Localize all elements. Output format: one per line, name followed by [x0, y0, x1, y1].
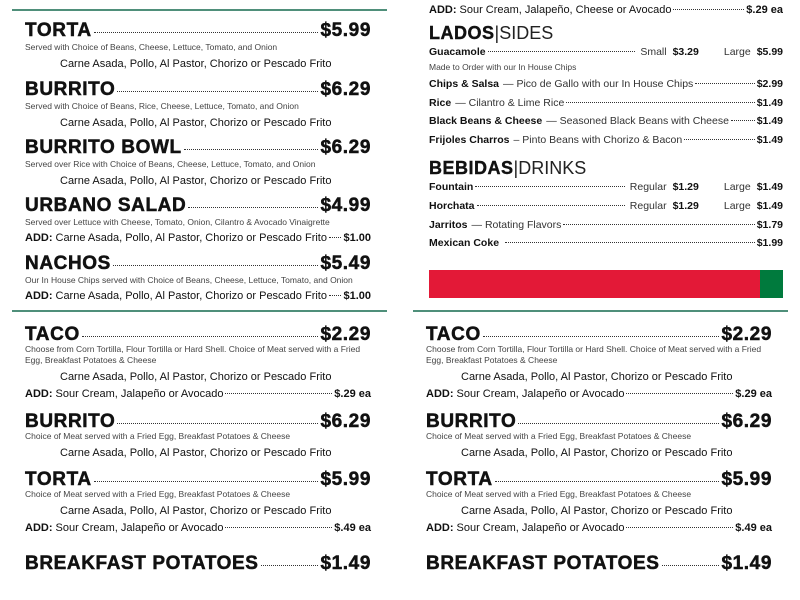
- dot-leader: [117, 91, 318, 92]
- item-name: BREAKFAST POTATOES: [426, 553, 660, 574]
- item-price: $2.29: [721, 324, 772, 345]
- meat-choices: [25, 117, 371, 129]
- dot-leader: [117, 423, 318, 424]
- section-subtitle: DRINKS: [518, 158, 587, 178]
- dot-leader: [477, 205, 625, 206]
- item-description: [25, 344, 371, 354]
- dot-leader: [662, 565, 720, 566]
- item-price: $2.29: [320, 324, 371, 345]
- add-price: $1.00: [343, 290, 371, 302]
- item-price: $6.29: [320, 411, 371, 432]
- dot-leader: [329, 237, 341, 238]
- flag-banner: [429, 270, 783, 298]
- item-price: $1.49: [756, 97, 783, 109]
- add-price: $1.00: [343, 232, 371, 244]
- item-price: $1.49: [320, 553, 371, 574]
- dot-leader: [626, 527, 733, 528]
- dot-leader: [113, 265, 319, 266]
- menu-item-title: [25, 411, 371, 433]
- dot-leader: [94, 481, 319, 482]
- section-divider: |: [513, 158, 519, 178]
- meat-choices: [25, 505, 371, 517]
- dot-leader: [475, 186, 624, 187]
- drink-item: [429, 237, 783, 249]
- item-description: [25, 217, 371, 227]
- size-price: $1.29: [672, 200, 699, 212]
- side-item: [429, 134, 783, 146]
- menu-item-title: [25, 324, 371, 346]
- item-price: $4.99: [320, 195, 371, 216]
- drink-item: [429, 181, 783, 193]
- item-description: [25, 275, 371, 285]
- add-text: Sour Cream, Jalapeño or Avocado: [55, 522, 224, 534]
- choices-text: Carne Asada, Pollo, Al Pastor, Chorizo or Pescado Frito: [60, 175, 332, 187]
- item-price: $6.29: [320, 79, 371, 100]
- item-name: Jarritos: [429, 219, 468, 231]
- dot-leader: [495, 481, 720, 482]
- drink-item: [429, 219, 783, 231]
- banner-green: [760, 270, 783, 298]
- dot-leader: [626, 393, 733, 394]
- menu-item-title: [426, 469, 772, 491]
- dot-leader: [563, 224, 754, 225]
- guacamole-row: [429, 46, 783, 58]
- add-text: Sour Cream, Jalapeño, Cheese or Avocado: [459, 4, 672, 16]
- item-description: [25, 355, 371, 365]
- sides-header: [429, 23, 783, 44]
- item-price: $1.79: [756, 219, 783, 231]
- meat-choices: [426, 505, 772, 517]
- item-price: $1.49: [721, 553, 772, 574]
- choices-text: Carne Asada, Pollo, Al Pastor, Chorizo or Pescado Frito: [461, 447, 733, 459]
- item-name: Guacamole: [429, 46, 486, 58]
- choices-text: Carne Asada, Pollo, Al Pastor, Chorizo or Pescado Frito: [60, 117, 332, 129]
- size-price: $5.99: [756, 46, 783, 58]
- description-text: Served over Rice with Choice of Beans, Cheese, Lettuce, Tomato, and Onion: [25, 159, 316, 169]
- item-name: URBANO SALAD: [25, 195, 187, 216]
- add-on-line: [25, 388, 371, 400]
- side-item: [429, 115, 783, 127]
- item-price: $5.99: [320, 20, 371, 41]
- sides-drinks-section: [429, 0, 783, 300]
- choices-text: Carne Asada, Pollo, Al Pastor, Chorizo or Pescado Frito: [60, 371, 332, 383]
- add-label: ADD:: [25, 522, 53, 534]
- item-name: Horchata: [429, 200, 475, 212]
- item-price: $5.99: [320, 469, 371, 490]
- size-label: Large: [723, 46, 751, 58]
- item-description: [25, 159, 371, 169]
- add-on-line: [426, 522, 772, 534]
- add-on-line: [25, 522, 371, 534]
- item-name: Black Beans & Cheese: [429, 115, 543, 127]
- dot-leader: [329, 295, 341, 296]
- add-label: ADD:: [426, 522, 454, 534]
- add-text: Sour Cream, Jalapeño or Avocado: [456, 388, 625, 400]
- breakfast-menu-left: [25, 312, 371, 600]
- item-name: Rice: [429, 97, 452, 109]
- description-text: Served over Lettuce with Cheese, Tomato, Onion, Cilantro & Avocado Vinaigrette: [25, 217, 330, 227]
- add-on-line: [426, 388, 772, 400]
- item-price: $5.49: [320, 253, 371, 274]
- drink-item: [429, 200, 783, 212]
- breakfast-menu-right: [426, 312, 772, 600]
- item-description: [426, 355, 772, 365]
- menu-item-title: [25, 20, 371, 42]
- meat-choices: [25, 447, 371, 459]
- dot-leader: [673, 9, 744, 10]
- item-description: — Pico de Gallo with our In House Chips: [503, 78, 694, 90]
- meat-choices: [25, 175, 371, 187]
- item-name: TACO: [426, 324, 481, 345]
- item-description: — Rotating Flavors: [471, 219, 562, 231]
- item-description: [25, 42, 371, 52]
- item-description: [25, 101, 371, 111]
- item-name: BURRITO: [25, 79, 116, 100]
- menu-item-title: [25, 469, 371, 491]
- description-text: Egg, Breakfast Potatoes & Cheese: [25, 355, 157, 365]
- item-price: $5.99: [721, 469, 772, 490]
- item-name: BREAKFAST POTATOES: [25, 553, 259, 574]
- meat-choices: [25, 371, 371, 383]
- item-name: Chips & Salsa: [429, 78, 500, 90]
- item-description: — Seasoned Black Beans with Cheese: [546, 115, 729, 127]
- add-label: ADD:: [25, 388, 53, 400]
- item-name: BURRITO: [426, 411, 517, 432]
- description-text: Served with Choice of Beans, Rice, Cheese, Lettuce, Tomato, and Onion: [25, 101, 299, 111]
- item-description: — Cilantro & Lime Rice: [455, 97, 565, 109]
- add-text: Sour Cream, Jalapeño or Avocado: [456, 522, 625, 534]
- item-description: [25, 489, 371, 499]
- dot-leader: [261, 565, 319, 566]
- dot-leader: [518, 423, 719, 424]
- item-name: BURRITO: [25, 411, 116, 432]
- item-description: [426, 344, 772, 354]
- choices-text: Carne Asada, Pollo, Al Pastor, Chorizo or Pescado Frito: [461, 371, 733, 383]
- description-text: Made to Order with our In House Chips: [429, 62, 577, 72]
- dot-leader: [505, 242, 755, 243]
- size-label: Large: [723, 200, 751, 212]
- item-price: $1.49: [756, 115, 783, 127]
- dot-leader: [184, 149, 319, 150]
- item-name: NACHOS: [25, 253, 111, 274]
- meat-choices: [25, 58, 371, 70]
- add-price: $.29 ea: [735, 388, 772, 400]
- description-text: Our In House Chips served with Choice of Beans, Cheese, Lettuce, Tomato, and Onion: [25, 275, 353, 285]
- dot-leader: [488, 51, 636, 52]
- banner-red: [429, 270, 760, 298]
- item-name: TORTA: [426, 469, 493, 490]
- item-name: Fountain: [429, 181, 474, 193]
- item-description: [426, 431, 772, 441]
- section-subtitle: SIDES: [499, 23, 554, 43]
- dot-leader: [188, 207, 318, 208]
- menu-item-title: [426, 324, 772, 346]
- description-text: Served with Choice of Beans, Cheese, Lettuce, Tomato, and Onion: [25, 42, 278, 52]
- dot-leader: [82, 336, 319, 337]
- menu-item-title: [25, 253, 371, 275]
- item-price: $6.29: [721, 411, 772, 432]
- item-price: $1.49: [756, 134, 783, 146]
- dot-leader: [684, 139, 755, 140]
- dot-leader: [225, 393, 332, 394]
- size-label: Large: [723, 181, 751, 193]
- item-name: TORTA: [25, 469, 92, 490]
- dot-leader: [566, 102, 754, 103]
- description-text: Choice of Meat served with a Fried Egg, Breakfast Potatoes & Cheese: [25, 489, 291, 499]
- section-title: BEBIDAS: [429, 158, 514, 178]
- choices-text: Carne Asada, Pollo, Al Pastor, Chorizo or Pescado Frito: [60, 505, 332, 517]
- size-label: Regular: [629, 181, 667, 193]
- item-price: $2.99: [756, 78, 783, 90]
- menu-item-title: [426, 411, 772, 433]
- size-price: $1.49: [756, 200, 783, 212]
- lunch-menu-section: [25, 0, 371, 302]
- menu-item-title: [426, 553, 772, 575]
- add-on-line: [25, 290, 371, 302]
- item-description: [429, 62, 783, 72]
- add-label: ADD:: [25, 290, 53, 302]
- item-name: BURRITO BOWL: [25, 137, 182, 158]
- add-price: $.49 ea: [735, 522, 772, 534]
- item-description: [426, 489, 772, 499]
- choices-text: Carne Asada, Pollo, Al Pastor, Chorizo or Pescado Frito: [60, 58, 332, 70]
- item-name: Mexican Coke: [429, 237, 500, 249]
- meat-choices: [426, 447, 772, 459]
- side-item: [429, 97, 783, 109]
- size-price: $1.29: [672, 181, 699, 193]
- add-text: Sour Cream, Jalapeño or Avocado: [55, 388, 224, 400]
- description-text: Choice of Meat served with a Fried Egg, Breakfast Potatoes & Cheese: [25, 431, 291, 441]
- dot-leader: [695, 83, 754, 84]
- add-price: $.29 ea: [334, 388, 371, 400]
- add-on-line: [429, 4, 783, 16]
- dot-leader: [731, 120, 755, 121]
- side-item: [429, 78, 783, 90]
- item-name: TACO: [25, 324, 80, 345]
- menu-item-title: [25, 195, 371, 217]
- description-text: Choose from Corn Tortilla, Flour Tortilla or Hard Shell. Choice of Meat served with a Fried: [25, 344, 361, 354]
- description-text: Choose from Corn Tortilla, Flour Tortilla or Hard Shell. Choice of Meat served with a Fried: [426, 344, 762, 354]
- choices-text: Carne Asada, Pollo, Al Pastor, Chorizo or Pescado Frito: [461, 505, 733, 517]
- add-label: ADD:: [25, 232, 53, 244]
- add-on-line: [25, 232, 371, 244]
- section-divider: |: [494, 23, 500, 43]
- choices-text: Carne Asada, Pollo, Al Pastor, Chorizo or Pescado Frito: [60, 447, 332, 459]
- item-name: Frijoles Charros: [429, 134, 510, 146]
- item-description: [25, 431, 371, 441]
- drinks-header: [429, 158, 783, 179]
- dot-leader: [94, 32, 319, 33]
- section-title: LADOS: [429, 23, 495, 43]
- add-price: $.49 ea: [334, 522, 371, 534]
- item-price: $6.29: [320, 137, 371, 158]
- item-name: TORTA: [25, 20, 92, 41]
- dot-leader: [483, 336, 720, 337]
- size-price: $1.49: [756, 181, 783, 193]
- add-label: ADD:: [429, 4, 457, 16]
- size-price: $3.29: [672, 46, 699, 58]
- add-text: Carne Asada, Pollo, Al Pastor, Chorizo or Pescado Frito: [55, 290, 327, 302]
- add-text: Carne Asada, Pollo, Al Pastor, Chorizo or Pescado Frito: [55, 232, 327, 244]
- description-text: Choice of Meat served with a Fried Egg, Breakfast Potatoes & Cheese: [426, 489, 692, 499]
- add-label: ADD:: [426, 388, 454, 400]
- item-price: $1.99: [756, 237, 783, 249]
- menu-item-title: [25, 553, 371, 575]
- size-label: Small: [640, 46, 667, 58]
- description-text: Egg, Breakfast Potatoes & Cheese: [426, 355, 558, 365]
- menu-item-title: [25, 79, 371, 101]
- dot-leader: [225, 527, 332, 528]
- add-price: $.29 ea: [746, 4, 783, 16]
- size-label: Regular: [629, 200, 667, 212]
- item-description: – Pinto Beans with Chorizo & Bacon: [513, 134, 683, 146]
- meat-choices: [426, 371, 772, 383]
- description-text: Choice of Meat served with a Fried Egg, Breakfast Potatoes & Cheese: [426, 431, 692, 441]
- menu-item-title: [25, 137, 371, 159]
